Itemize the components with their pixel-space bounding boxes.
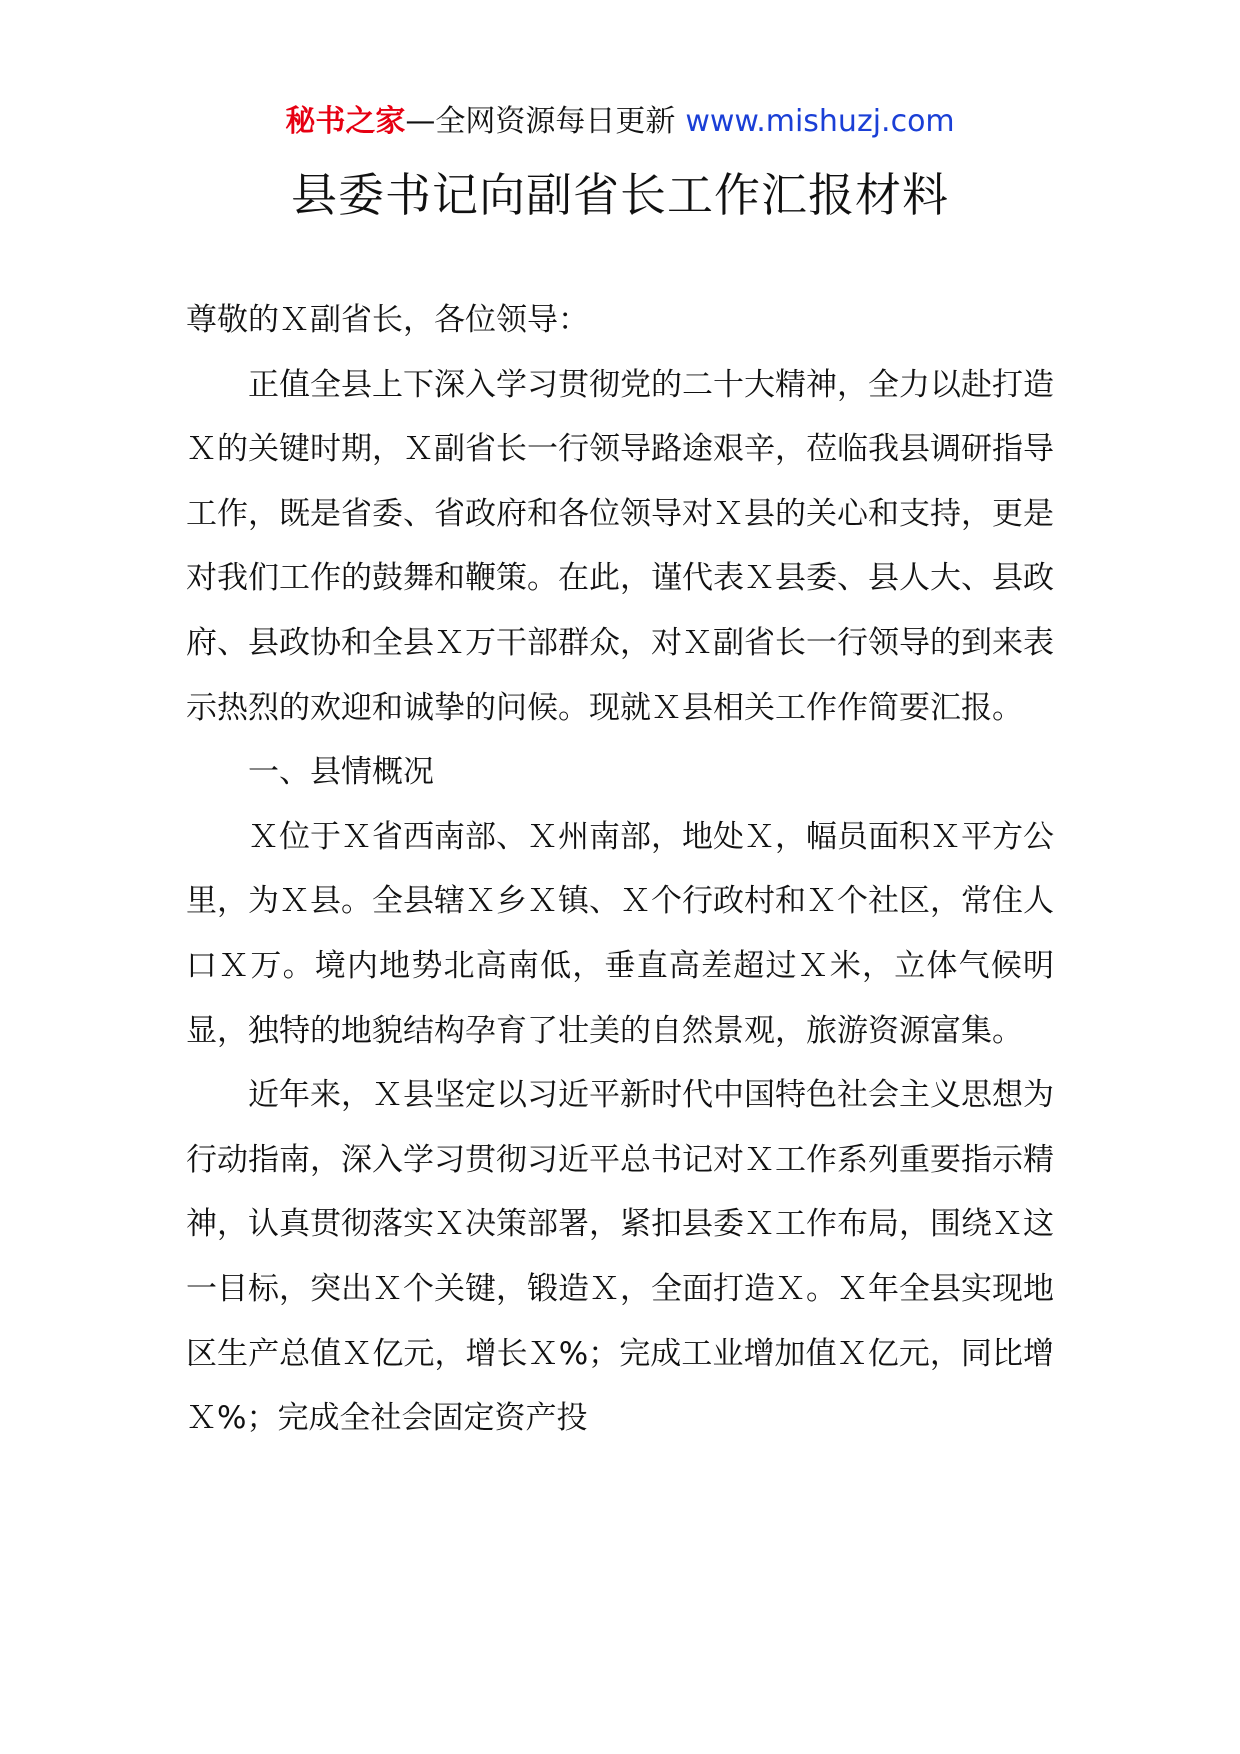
- document-title: 县委书记向副省长工作汇报材料: [291, 168, 949, 222]
- paragraph-recent-years: 近年来，Ｘ县坚定以习近平新时代中国特色社会主义思想为行动指南，深入学习贯彻习近平总书记对Ｘ工作系列重要指示精神，认真贯彻落实Ｘ决策部署，紧扣县委Ｘ工作布局，围绕Ｘ这一目标，突出Ｘ个关键，锻造Ｘ，全面打造Ｘ。Ｘ年全县实现地区生产总值Ｘ亿元，增长Ｘ%；完成工业增加值Ｘ亿元，同比增Ｘ%；完成全社会固定资产投: [186, 1077, 1055, 1437]
- site-slogan: —全网资源每日更新: [405, 104, 676, 139]
- brand-name: 秘书之家: [285, 104, 406, 139]
- salutation: 尊敬的Ｘ副省长，各位领导：: [186, 302, 589, 338]
- site-header: [0, 100, 1240, 144]
- document-body: [186, 288, 1054, 1451]
- site-url-link[interactable]: www.mishuzj.com: [685, 104, 955, 139]
- paragraph-county-overview: Ｘ位于Ｘ省西南部、Ｘ州南部，地处Ｘ，幅员面积Ｘ平方公里，为Ｘ县。全县辖Ｘ乡Ｘ镇、Ｘ个行政村和Ｘ个社区，常住人口Ｘ万。境内地势北高南低，垂直高差超过Ｘ米，立体气候明显，独特的地貌结构孕育了壮美的自然景观，旅游资源富集。: [186, 818, 1054, 1049]
- section-heading: 一、县情概况: [248, 754, 434, 791]
- paragraph-intro: 正值全县上下深入学习贯彻党的二十大精神，全力以赴打造Ｘ的关键时期，Ｘ副省长一行领导路途艰辛，莅临我县调研指导工作，既是省委、省政府和各位领导对Ｘ县的关心和支持，更是对我们工作的鼓舞和鞭策。在此，谨代表Ｘ县委、县人大、县政府、县政协和全县Ｘ万干部群众，对Ｘ副省长一行领导的到来表示热烈的欢迎和诚挚的问候。现就Ｘ县相关工作作简要汇报。: [186, 366, 1054, 726]
